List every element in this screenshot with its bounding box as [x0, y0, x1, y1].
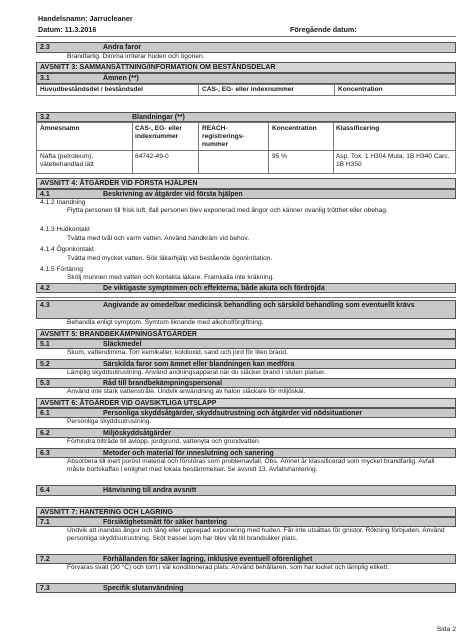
section-3-2-heading: [36, 112, 456, 122]
divider: [198, 123, 199, 174]
section-number: 6.4: [40, 487, 50, 494]
inhalation-text: Flytta personen till frisk luft, ifall personen blev exponerad med ångor och känner ovanlig trötthet eller obehag.: [67, 207, 388, 214]
divider: [334, 85, 335, 96]
col-header: Koncentration: [338, 86, 383, 93]
skin-contact-label: 4.1.3 Hudkontakt: [40, 226, 90, 233]
section-7-2-heading: [36, 554, 456, 564]
cell-name: Nafta (petroleum), vätebehandlad lätt: [40, 153, 94, 168]
col-header-name: Ämnesnamn: [40, 125, 80, 132]
ingestion-label: 4.1.5 Förtäring: [40, 266, 83, 273]
section-4-3-heading: [36, 300, 456, 319]
section-6-band: AVSNITT 6: ÅTGÄRDER VID OAVSIKTLIGA UTSLÄPP: [36, 398, 456, 408]
col-header-reach: REACH-registrerings-nummer: [202, 125, 245, 148]
section-title: Beskrivning av åtgärder vid första hjälpen: [103, 191, 243, 198]
inhalation-label: 4.1.2 Inandning: [40, 199, 86, 206]
divider: [36, 297, 456, 298]
section-title: Metoder och material för inneslutning och sanering: [103, 450, 274, 457]
section-5-1-text: Skum, vattendimma. Torr kemikalier, koldioxid, sand och jord för liten brand.: [67, 349, 288, 356]
skin-contact-text: Tvätta med tvål och varm vatten. Använd handkräm vid behov.: [67, 235, 250, 242]
section-6-3-heading: [36, 448, 456, 458]
section-5-1-heading: [36, 339, 456, 349]
divider: [132, 123, 133, 174]
section-6-1-text: Personliga skyddsutrustning.: [67, 418, 152, 425]
section-5-3-heading: [36, 378, 456, 388]
divider: [268, 123, 269, 174]
row-divider: [37, 150, 455, 151]
section-4-2-heading: [36, 283, 456, 293]
mixtures-table: [36, 122, 456, 174]
cell-cas: 64742-49-0: [135, 153, 169, 160]
section-title: Släckmedel: [103, 341, 142, 348]
section-number: 3.2: [40, 114, 50, 121]
section-6-1-heading: [36, 408, 456, 418]
cell-classification: Asp. Tox. 1 H304 Muta. 1B H340 Carc. 1B H350: [336, 153, 450, 168]
section-title: Blandningar (**): [132, 114, 185, 121]
section-number: 7.1: [40, 519, 50, 526]
section-5-band: AVSNITT 5: BRANDBEKÄMPNINGSÅTGÄRDER: [36, 329, 456, 339]
section-number: 6.3: [40, 450, 50, 457]
section-title: Specifik slutanvändning: [103, 585, 184, 592]
section-6-4-heading: [36, 485, 456, 496]
header-divider: [36, 36, 456, 37]
document-date: Datum: 11.3.2016: [38, 25, 97, 34]
section-3-1-heading: [36, 73, 456, 84]
section-number: 6.2: [40, 430, 50, 437]
section-2-3-text: Brandfarlig. Dimma irriterar huden och ögonen.: [67, 53, 205, 60]
col-header: CAS-, EG- eller indexnummer: [202, 86, 294, 93]
section-number: 2.3: [40, 44, 50, 51]
trade-name: Handelsnamn: Jarrucleaner: [38, 14, 133, 23]
section-7-1-heading: [36, 517, 456, 527]
section-number: 7.3: [40, 585, 50, 592]
section-5-2-heading: [36, 359, 456, 369]
col-header-concentration: Koncentration: [272, 125, 317, 132]
page-number: Sida 2: [436, 626, 456, 633]
divider: [198, 85, 199, 96]
section-2-3-heading: [36, 42, 456, 53]
previous-date: Föregående datum:: [290, 25, 357, 34]
section-title: Personliga skyddsåtgärder, skyddsutrustning och åtgärder vid nödsituationer: [103, 410, 363, 417]
col-header-cas: CAS-, EG- eller indexnummer: [135, 125, 182, 140]
section-number: 4.3: [40, 302, 50, 309]
ingestion-text: Skölj munnen med vatten och kontakta läkare. Framkalla inte kräkning.: [67, 274, 275, 281]
col-header-classification: Klassificering: [336, 125, 380, 132]
section-number: 6.1: [40, 410, 50, 417]
section-title: Angivande av omedelbar medicinsk behandling och särskild behandling som eventuellt krävs: [103, 302, 415, 309]
section-title: Ämnen (**): [103, 75, 139, 82]
col-header: Huvudbeståndsdel / beståndsdel: [40, 86, 143, 93]
section-6-2-text: Förhindra tillträde till avlopp, jordgrund, vattenyta och grundvatten.: [67, 438, 261, 445]
section-number: 5.3: [40, 380, 50, 387]
section-title: Råd till brandbekämpningspersonal: [103, 380, 223, 387]
section-6-3-text: Absorbera till inert poröst material och förstöras som problemavfall. Obs. Ämnet är klassificerad som mycket brandfarlig. Avfall måste bortskaffas i enlighet med lokala bestämmelser. Se avsnitt 13. Avfallshantering.: [67, 458, 435, 473]
section-4-1-heading: [36, 189, 456, 199]
section-number: 4.2: [40, 285, 50, 292]
eye-contact-text: Tvätta med mycket vatten. Sök läkarhjälp vid bestående ögonirritation.: [67, 255, 273, 262]
section-7-3-heading: [36, 583, 456, 593]
section-4-3-text: Behandla enligt symptom. Symtom liknande med alkoholförgiftning.: [67, 319, 264, 326]
section-7-2-text: Förvaras svalt (30 °C) och torrt i väl konditionerad plats. Använd behållaren, som har locket och lämplig etikett.: [67, 564, 390, 571]
section-title: Förhållanden för säker lagring, inklusive eventuell oförenlighet: [103, 556, 313, 563]
substances-table: [36, 84, 456, 96]
section-number: 5.1: [40, 341, 50, 348]
section-4-band: AVSNITT 4: ÅTGÄRDER VID FÖRSTA HJÄLPEN: [36, 178, 456, 189]
eye-contact-label: 4.1.4 Ögonkontakt: [40, 246, 94, 253]
section-3-band: AVSNITT 3: SAMMANSÄTTNING/INFORMATION OM BESTÅNDSDELAR: [36, 62, 456, 73]
section-number: 3.1: [40, 75, 50, 82]
section-7-band: AVSNITT 7: HANTERING OCH LAGRING: [36, 507, 456, 517]
section-title: Försiktighetsmått för säker hantering: [103, 519, 228, 526]
section-7-1-text: Undvik att inandas ångor och lång eller upprepad exponering med huden. Får inte utsättas för gnistor. Rökning förbjuden. Använd personliga skyddsutrustning. Sköt trassel som har blev våt till brandsäker plats.: [67, 527, 445, 542]
section-title: Andra faror: [103, 44, 142, 51]
section-title: Hänvisning till andra avsnitt: [103, 487, 197, 494]
section-number: 5.2: [40, 361, 50, 368]
section-6-2-heading: [36, 428, 456, 438]
section-5-3-text: Använd inte stark vattenstråle. Undvik användning av halon släckare för miljöskäl.: [67, 388, 306, 395]
section-title: Miljöskyddsåtgärder: [103, 430, 172, 437]
section-title: De viktigaste symptomen och effekterna, både akuta och fördröjda: [103, 285, 325, 292]
divider: [333, 123, 334, 174]
section-number: 4.1: [40, 191, 50, 198]
section-5-2-text: Lämplig skyddsutrustning. Använd andningsapparat när du släcker brand i sluten platser.: [67, 369, 326, 376]
section-number: 7.2: [40, 556, 50, 563]
section-title: Särskilda faror som ämnet eller blandningen kan medföra: [103, 361, 295, 368]
cell-concentration: 95 %: [272, 153, 288, 160]
